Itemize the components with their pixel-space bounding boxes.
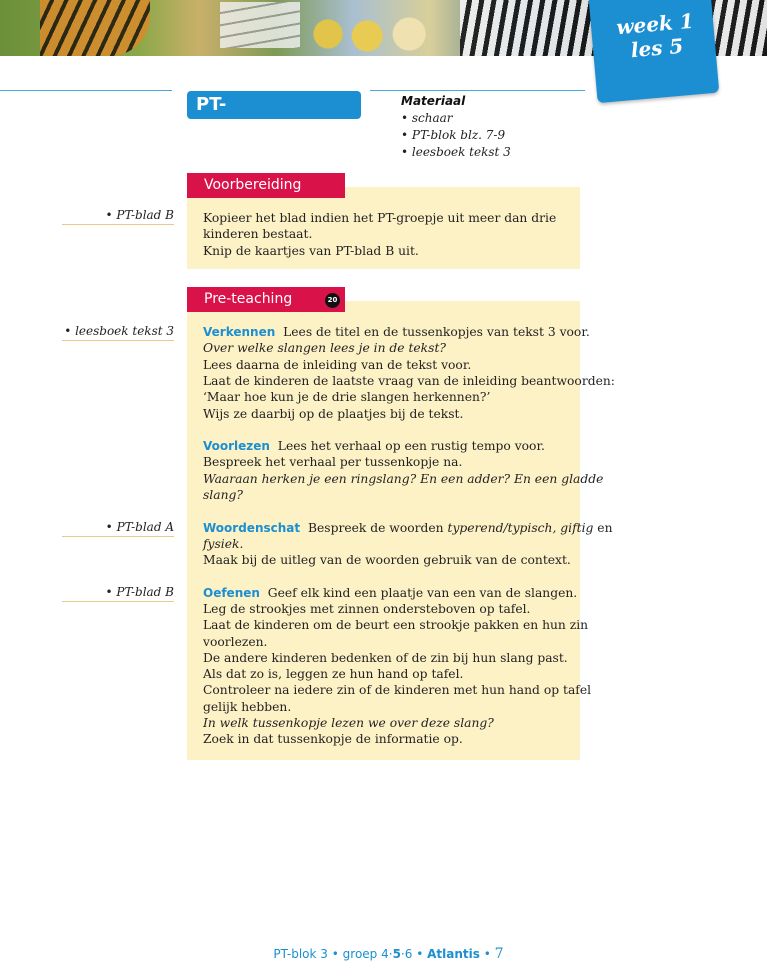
week-tab-label xyxy=(598,7,714,65)
text-line: Leg de strookjes met zinnen ondersteboven op tafel. xyxy=(203,602,531,616)
text-line: gelijk hebben. xyxy=(203,700,292,714)
woordenschat-words: typerend/typisch, giftig xyxy=(447,521,594,535)
materiaal-item: • schaar xyxy=(401,111,453,125)
woordenschat-word: fysiek xyxy=(203,537,240,551)
text-line: Bespreek het verhaal per tussenkopje na. xyxy=(203,455,463,469)
text-line: Laat de kinderen de laatste vraag van de inleiding beantwoorden: xyxy=(203,374,615,388)
text-line: De andere kinderen bedenken of de zin bij hun slang past. xyxy=(203,651,568,665)
footer-groep: groep 4 xyxy=(342,947,389,961)
text-line xyxy=(203,536,243,552)
text-line: Kopieer het blad indien het PT-groepje uit meer dan drie xyxy=(203,211,557,225)
rule-left xyxy=(0,90,172,91)
les-label: les 5 xyxy=(629,33,685,63)
materiaal-heading: Materiaal xyxy=(401,94,466,108)
oefenen-keyword: Oefenen xyxy=(203,586,260,600)
text-line: voorlezen. xyxy=(203,635,268,649)
page-footer xyxy=(0,946,767,962)
footer-sep: • xyxy=(483,947,491,961)
footer-sep: • xyxy=(331,947,339,961)
signpost-photo xyxy=(220,2,300,48)
text-line: Als dat zo is, leggen ze hun hand op tafel. xyxy=(203,667,464,681)
materiaal-item: • PT-blok blz. 7-9 xyxy=(401,128,506,142)
text-line: Zoek in dat tussenkopje de informatie op. xyxy=(203,732,463,746)
voorlezen-keyword: Voorlezen xyxy=(203,439,270,453)
oefenen-line xyxy=(203,585,577,601)
rule-right xyxy=(370,90,585,91)
voorlezen-text: Lees het verhaal op een rustig tempo voor. xyxy=(277,439,545,453)
page-number: 7 xyxy=(494,946,504,962)
woordenschat-line xyxy=(203,520,613,536)
text-line: Laat de kinderen om de beurt een strookje pakken en hun zin xyxy=(203,618,589,632)
verkennen-text: Lees de titel en de tussenkopjes van tekst 3 voor. xyxy=(283,325,590,339)
text-line: ‘Maar hoe kun je de drie slangen herkennen?’ xyxy=(203,390,491,404)
footer-dot: · xyxy=(400,947,405,961)
footer-brand: Atlantis xyxy=(427,947,480,961)
time-badge: 20 xyxy=(325,293,340,308)
margin-note: • PT-blad A xyxy=(0,520,174,534)
margin-note: • PT-blad B xyxy=(0,585,174,599)
ducklings-photo xyxy=(300,14,440,54)
woordenschat-period: . xyxy=(239,537,244,551)
margin-note: • leesboek tekst 3 xyxy=(0,324,174,338)
text-line: Over welke slangen lees je in de tekst? xyxy=(203,341,446,355)
preteaching-heading: Pre-teaching xyxy=(187,287,345,312)
tiger-photo xyxy=(40,0,150,56)
woordenschat-text: Bespreek de woorden xyxy=(307,521,444,535)
text-line: Wijs ze daarbij op de plaatjes bij de tekst. xyxy=(203,407,464,421)
voorlezen-line xyxy=(203,438,545,454)
footer-sep: • xyxy=(416,947,424,961)
text-line: kinderen bestaat. xyxy=(203,227,313,241)
woordenschat-keyword: Woordenschat xyxy=(203,521,301,535)
text-line: Waaraan herken je een ringslang? En een adder? En een gladde xyxy=(203,472,604,486)
text-line: slang? xyxy=(203,488,243,502)
text-line: Knip de kaartjes van PT-blad B uit. xyxy=(203,244,419,258)
footer-dot: · xyxy=(388,947,393,961)
voorbereiding-heading: Voorbereiding xyxy=(187,173,345,198)
verkennen-line xyxy=(203,324,590,340)
verkennen-keyword: Verkennen xyxy=(203,325,276,339)
page-title: PT-instructieblad xyxy=(187,91,361,119)
text-line: Controleer na iedere zin of de kinderen met hun hand op tafel xyxy=(203,683,592,697)
week-label: week 1 xyxy=(615,8,695,40)
woordenschat-and: en xyxy=(597,521,613,535)
margin-note: • PT-blad B xyxy=(0,208,174,222)
materiaal-item: • leesboek tekst 3 xyxy=(401,145,511,159)
footer-groep-5: 5 xyxy=(392,947,401,961)
oefenen-text: Geef elk kind een plaatje van een van de slangen. xyxy=(267,586,578,600)
text-line: Maak bij de uitleg van de woorden gebruik van de context. xyxy=(203,553,571,567)
footer-groep-6: 6 xyxy=(404,947,413,961)
footer-blok: PT-blok 3 xyxy=(273,947,328,961)
text-line: Lees daarna de inleiding van de tekst voor. xyxy=(203,358,472,372)
text-line: In welk tussenkopje lezen we over deze slang? xyxy=(203,716,494,730)
